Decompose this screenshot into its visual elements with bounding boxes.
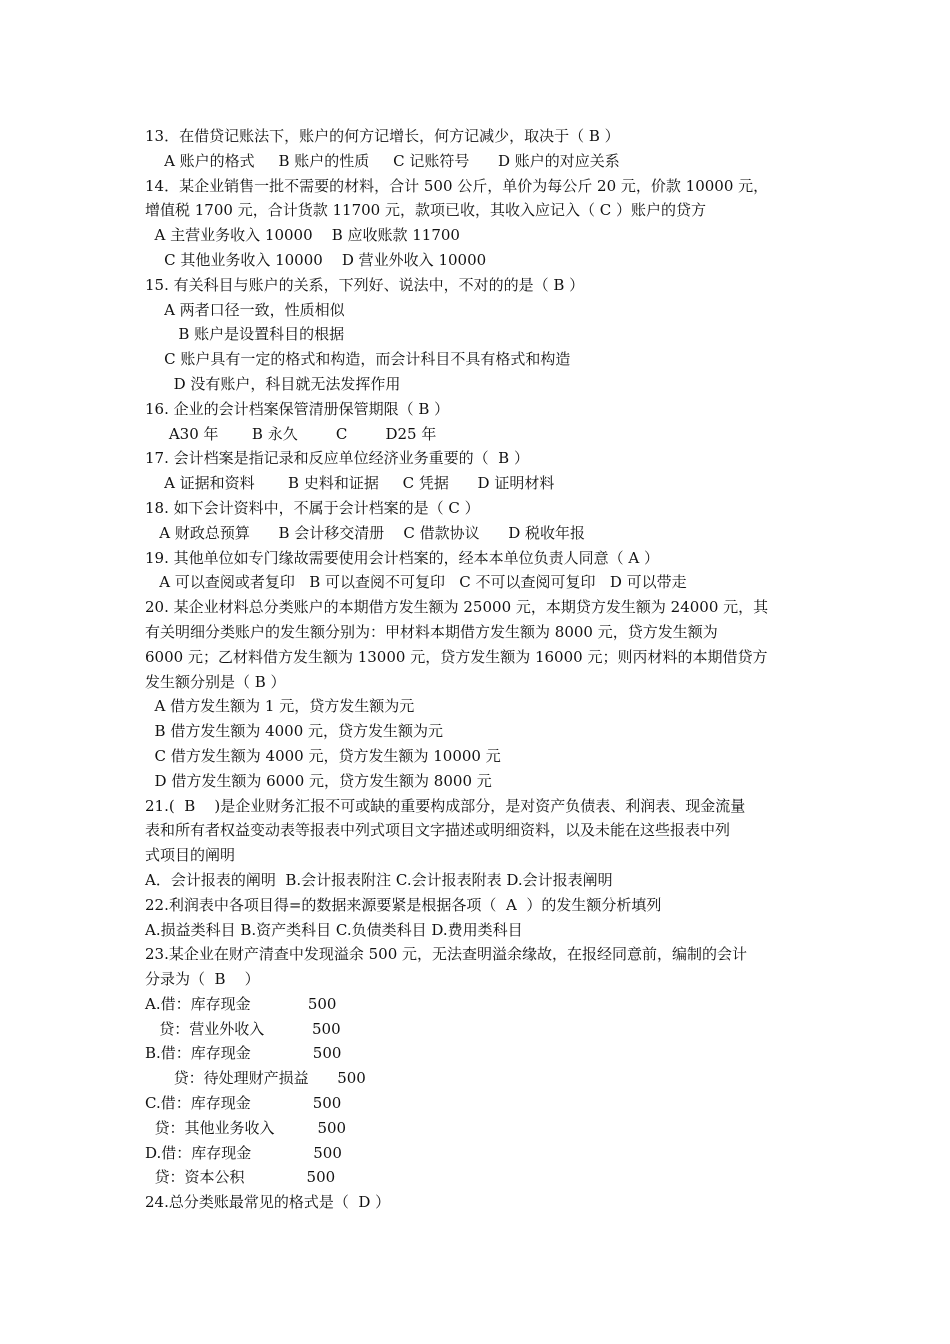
question-14-options-ab: A 主营业务收入 10000 B 应收账款 11700 — [145, 226, 460, 245]
question-23-option-b-debit: B.借：库存现金 500 — [145, 1044, 342, 1063]
question-14-stem: 14．某企业销售一批不需要的材料，合计 500 公斤，单价为每公斤 20 元，价款 10000 元， — [145, 176, 769, 195]
question-20-stem-cont-3: 发生额分别是（ B ） — [145, 672, 286, 691]
question-15-option-a: A 两者口径一致，性质相似 — [145, 300, 345, 319]
question-14-options-cd: C 其他业务收入 10000 D 营业外收入 10000 — [145, 250, 487, 269]
question-23-option-a-debit: A.借：库存现金 500 — [145, 994, 337, 1013]
question-23-option-d-credit: 贷：资本公积 500 — [145, 1168, 336, 1187]
question-15-stem: 15. 有关科目与账户的关系，下列好、说法中，不对的的是（ B ） — [145, 275, 585, 294]
question-19-options: A 可以查阅或者复印 B 可以查阅不可复印 C 不可以查阅可复印 D 可以带走 — [145, 573, 687, 592]
question-14-stem-cont: 增值税 1700 元，合计货款 11700 元，款项已收，其收入应记入（ C ）账户的贷方 — [145, 201, 706, 220]
question-20-stem: 20. 某企业材料总分类账户的本期借方发生额为 25000 元，本期贷方发生额为 24000 元，其 — [145, 598, 769, 617]
question-23-option-d-debit: D.借：库存现金 500 — [145, 1143, 342, 1162]
question-15-option-c: C 账户具有一定的格式和构造，而会计科目不具有格式和构造 — [145, 350, 571, 369]
question-21-options: A．会计报表的阐明 B.会计报表附注 C.会计报表附表 D.会计报表阐明 — [145, 870, 613, 889]
question-23-stem-cont: 分录为（ B ） — [145, 970, 260, 989]
question-21-stem-cont-2: 式项目的阐明 — [145, 846, 236, 865]
question-23-stem: 23.某企业在财产清查中发现溢余 500 元，无法查明溢余缘故，在报经同意前，编制的会计 — [145, 945, 748, 964]
question-13-stem: 13．在借贷记账法下，账户的何方记增长，何方记减少，取决于（ B ） — [145, 127, 620, 145]
question-20-option-a: A 借方发生额为 1 元，贷方发生额为元 — [145, 697, 415, 716]
question-15-option-d: D 没有账户，科目就无法发挥作用 — [145, 374, 401, 393]
document-body — [145, 124, 815, 1215]
question-16-options: A30 年 B 永久 C D25 年 — [145, 424, 437, 443]
question-15-option-b: B 账户是设置科目的根据 — [145, 325, 345, 344]
question-20-option-c: C 借方发生额为 4000 元，贷方发生额为 10000 元 — [145, 746, 501, 765]
question-23-option-a-credit: 贷：营业外收入 500 — [145, 1019, 341, 1038]
question-23-option-b-credit: 贷：待处理财产损益 500 — [145, 1069, 366, 1088]
question-19-stem: 19. 其他单位如专门缘故需要使用会计档案的，经本本单位负责人同意（ A ） — [145, 548, 659, 567]
question-18-stem: 18. 如下会计资料中，不属于会计档案的是（ C ） — [145, 498, 480, 517]
question-23-option-c-credit: 贷：其他业务收入 500 — [145, 1118, 347, 1137]
question-13-options: A 账户的格式 B 账户的性质 C 记账符号 D 账户的对应关系 — [145, 151, 620, 170]
question-16-stem: 16. 企业的会计档案保管清册保管期限（ B ） — [145, 399, 450, 418]
question-21-stem-cont-1: 表和所有者权益变动表等报表中列式项目文字描述或明细资料，以及未能在这些报表中列 — [145, 821, 731, 840]
question-20-stem-cont-2: 6000 元；乙材料借方发生额为 13000 元，贷方发生额为 16000 元；则丙材料的本期借贷方 — [145, 647, 768, 666]
question-18-options: A 财政总预算 B 会计移交清册 C 借款协议 D 税收年报 — [145, 523, 586, 542]
question-20-stem-cont-1: 有关明细分类账户的发生额分别为：甲材料本期借方发生额为 8000 元，贷方发生额为 — [145, 622, 718, 641]
question-22-options: A.损益类科目 B.资产类科目 C.负债类科目 D.费用类科目 — [145, 920, 523, 939]
question-17-stem: 17. 会计档案是指记录和反应单位经济业务重要的（ B ） — [145, 449, 529, 468]
question-21-stem: 21.( B )是企业财务汇报不可或缺的重要构成部分，是对资产负债表、利润表、现金流量 — [145, 796, 746, 815]
question-20-option-b: B 借方发生额为 4000 元，贷方发生额为元 — [145, 722, 444, 741]
question-17-options: A 证据和资料 B 史料和证据 C 凭据 D 证明材料 — [145, 474, 555, 493]
question-24-stem: 24.总分类账最常见的格式是（ D ） — [145, 1193, 391, 1212]
question-22-stem: 22.利润表中各项目得=的数据来源要紧是根据各项（ A ）的发生额分析填列 — [145, 895, 662, 914]
question-23-option-c-debit: C.借：库存现金 500 — [145, 1094, 342, 1113]
question-20-option-d: D 借方发生额为 6000 元，贷方发生额为 8000 元 — [145, 771, 492, 790]
